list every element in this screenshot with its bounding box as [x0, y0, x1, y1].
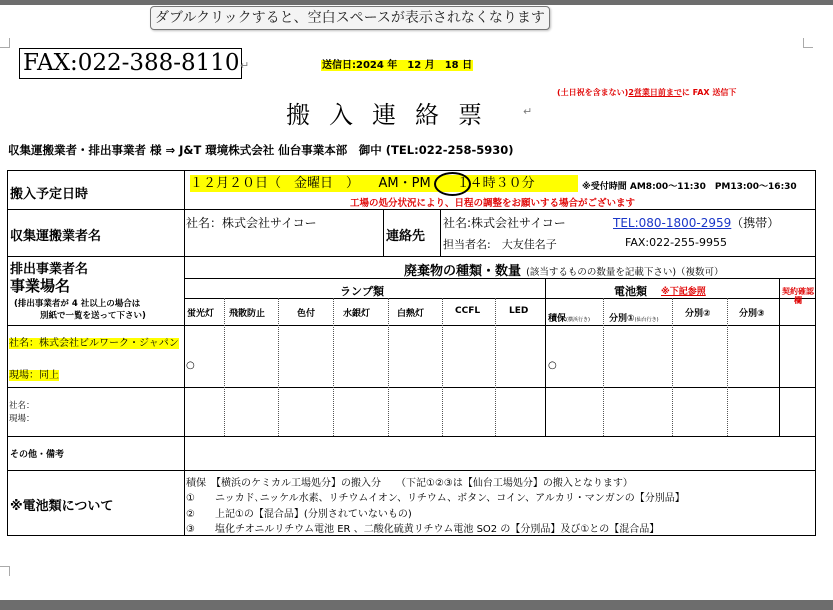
battery-note-line-2: ① ニッカド､ニッケル水素、リチウムイオン、リチウム、ボタン、コイン、アルカリ・マンガンの【分別品】	[186, 493, 685, 504]
lamp-col-mercury: 水銀灯	[343, 309, 371, 319]
entry1-battery-mark: ○	[548, 360, 557, 371]
recipient-line: 収集運搬業者・排出事業者 様 ⇒ J&T 環境株式会社 仙台事業本部 御中 (TEL:022-258-5930)	[8, 143, 514, 157]
reception-hours: ※受付時間 AM8:00～11:30 PM13:00～16:30	[582, 182, 797, 192]
contract-check-label: 契約確認欄	[782, 287, 814, 305]
page-corner-mark	[0, 38, 10, 48]
page-title: 搬入連絡票	[286, 101, 501, 129]
page-corner-mark	[803, 38, 813, 48]
scheduled-date-value: １２月２０日（ 金曜日 ） AM・PM １４時３０分	[190, 175, 578, 192]
scheduled-date-label: 搬入予定日時	[10, 187, 89, 202]
battery-note-line-3: ② 上記①の【混合品】(分別されていないもの)	[186, 509, 412, 520]
battery-header: 電池類	[614, 285, 647, 298]
emitter-note-1: (排出事業者が 4 社以上の場合は	[14, 299, 141, 309]
lamp-col-incandescent: 白熱灯	[397, 309, 425, 319]
battery-col-stored: 積保(横浜行き)	[548, 314, 590, 324]
lamp-header: ランプ類	[340, 285, 384, 298]
battery-col-sorted-3: 分別③	[739, 309, 765, 319]
entry1-company: 社名：株式会社ビルワーク・ジャパン	[9, 338, 179, 349]
lamp-col-fluorescent: 蛍光灯	[187, 309, 215, 319]
battery-col-sorted-2: 分別②	[685, 309, 711, 319]
entry1-site: 現場：同上	[9, 370, 59, 381]
paragraph-mark: ↵	[240, 59, 250, 72]
battery-notes-label: ※電池類について	[10, 499, 114, 514]
lamp-col-ccfl: CCFL	[455, 306, 481, 316]
window-bottom-edge	[0, 600, 833, 610]
emitter-note-2: 別紙で一覧を送って下さい)	[40, 311, 146, 321]
window-top-edge	[0, 0, 833, 5]
site-label: 事業場名	[10, 277, 71, 295]
contact-fax: FAX:022-255-9955	[625, 236, 728, 249]
contact-label: 連絡先	[386, 229, 426, 244]
contact-phone: TEL:080-1800-2959（携帯）	[613, 216, 780, 230]
collector-company: 社名：株式会社サイコー	[186, 216, 317, 230]
send-date: 送信日:2024 年 12 月 18 日	[322, 60, 473, 71]
fax-number-header: FAX:022-388-8110	[19, 48, 242, 79]
entry1-fluorescent-mark: ○	[186, 360, 195, 371]
schedule-adjust-note: 工場の処分状況により、日程の調整をお願いする場合がございます	[350, 198, 636, 209]
battery-note-line-4: ③ 塩化チオニルリチウム電池 ER 、二酸化硫黄リチウム電池 SO2 の【分別品】及び①との【混合品】	[186, 524, 660, 535]
entry2-site: 現場：	[9, 414, 35, 424]
contact-person: 担当者名: 大友佳名子	[443, 238, 557, 251]
battery-col-sorted-1: 分別①(仙台行き)	[609, 314, 659, 324]
contact-tel-link[interactable]: TEL:080-1800-2959	[613, 216, 732, 230]
entry2-company: 社名：	[9, 401, 35, 411]
other-remarks-label: その他・備考	[10, 450, 65, 460]
waste-header: 廃棄物の種類・数量 (該当するものの数量を記載下さい)（複数可）	[404, 264, 724, 279]
page-corner-mark	[0, 566, 10, 576]
battery-note-line-1: 積保 【横浜のケミカル工場処分】の搬入分 （下記①②③は【仙台工場処分】の搬入となります）	[186, 478, 633, 489]
lamp-col-led: LED	[509, 306, 529, 316]
contact-company: 社名:株式会社サイコー	[443, 216, 566, 230]
lamp-col-shatterproof: 飛散防止	[229, 309, 266, 319]
lamp-col-colored: 色付	[297, 309, 316, 319]
deadline-note: (土日祝を含まない)2営業日前までに FAX 送信下	[557, 88, 737, 97]
see-below-note: ※下記参照	[661, 287, 706, 297]
collector-label: 収集運搬業者名	[10, 229, 102, 244]
pm-selected-circle	[434, 172, 471, 196]
paragraph-mark: ↵	[523, 105, 533, 118]
whitespace-tooltip: ダブルクリックすると、空白スペースが表示されなくなります	[150, 6, 550, 30]
emitter-label: 排出事業者名	[10, 262, 89, 277]
